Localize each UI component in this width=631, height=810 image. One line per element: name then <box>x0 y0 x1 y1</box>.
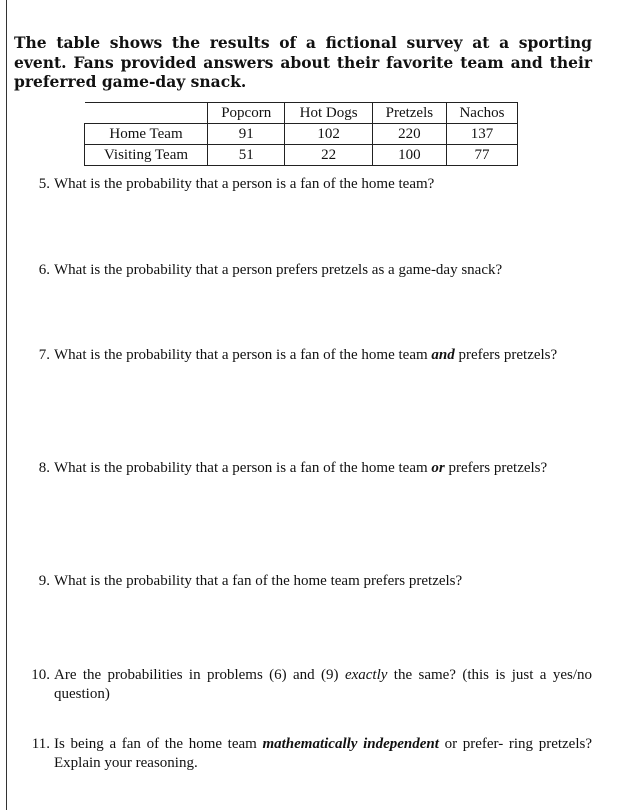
question-number: 9. <box>38 573 50 589</box>
question-5 <box>24 175 592 194</box>
table-row <box>85 145 518 166</box>
table-cell: 51 <box>208 145 285 166</box>
column-header: Pretzels <box>372 103 446 124</box>
question-text: What is the probability that a person is a fan of the home team? <box>54 176 435 192</box>
margin-rule <box>6 0 7 810</box>
emphasis-text: mathematically independent <box>262 736 439 752</box>
question-text-start: Is being a fan of the home team <box>54 736 263 752</box>
column-header: Popcorn <box>208 103 285 124</box>
table-cell: 102 <box>285 124 372 145</box>
question-number: 5. <box>38 176 50 192</box>
emphasis-text: exactly <box>344 667 388 683</box>
question-7 <box>24 346 592 365</box>
question-text: What is the probability that a person prefers pretzels as a game-day snack? <box>54 262 503 278</box>
table-cell: 77 <box>446 145 517 166</box>
question-text-end: the same? (this is just a yes/no question) <box>54 667 592 702</box>
table-cell: 91 <box>208 124 285 145</box>
question-text-end: or prefer- ring pretzels? Explain your reasoning. <box>54 736 593 771</box>
table-header-row <box>85 103 518 124</box>
survey-table <box>84 102 518 166</box>
column-header: Hot Dogs <box>285 103 372 124</box>
question-text-start: What is the probability that a person is a fan of the home team <box>54 347 432 363</box>
question-text-start: Are the probabilities in problems (6) and (9) <box>54 667 345 683</box>
question-text <box>24 459 592 478</box>
table-row <box>85 124 518 145</box>
question-text-end: prefers pretzels? <box>454 347 558 363</box>
question-10 <box>24 666 592 704</box>
question-number: 10. <box>31 667 50 683</box>
intro-paragraph: The table shows the results of a fictional survey at a sporting event. Fans provided answers about their favorite team and their preferred game-day snack. <box>14 33 592 91</box>
question-text-start: What is the probability that a person is a fan of the home team <box>54 460 432 476</box>
question-text <box>24 346 592 365</box>
table-cell: 22 <box>285 145 372 166</box>
question-text <box>24 666 592 704</box>
column-header: Nachos <box>446 103 517 124</box>
row-label: Home Team <box>85 124 208 145</box>
question-11 <box>24 735 592 773</box>
table-corner <box>85 103 208 124</box>
question-6 <box>24 261 592 280</box>
question-text: What is the probability that a fan of the home team prefers pretzels? <box>54 573 463 589</box>
table-cell: 137 <box>446 124 517 145</box>
question-9 <box>24 572 592 591</box>
question-number: 6. <box>38 262 50 278</box>
row-label: Visiting Team <box>85 145 208 166</box>
table-cell: 100 <box>372 145 446 166</box>
question-8 <box>24 459 592 478</box>
table-cell: 220 <box>372 124 446 145</box>
question-number: 7. <box>38 347 50 363</box>
emphasis-text: or <box>431 460 445 476</box>
question-text <box>24 735 592 773</box>
emphasis-text: and <box>431 347 455 363</box>
question-number: 11. <box>31 736 50 752</box>
question-text-end: prefers pretzels? <box>444 460 548 476</box>
question-number: 8. <box>38 460 50 476</box>
